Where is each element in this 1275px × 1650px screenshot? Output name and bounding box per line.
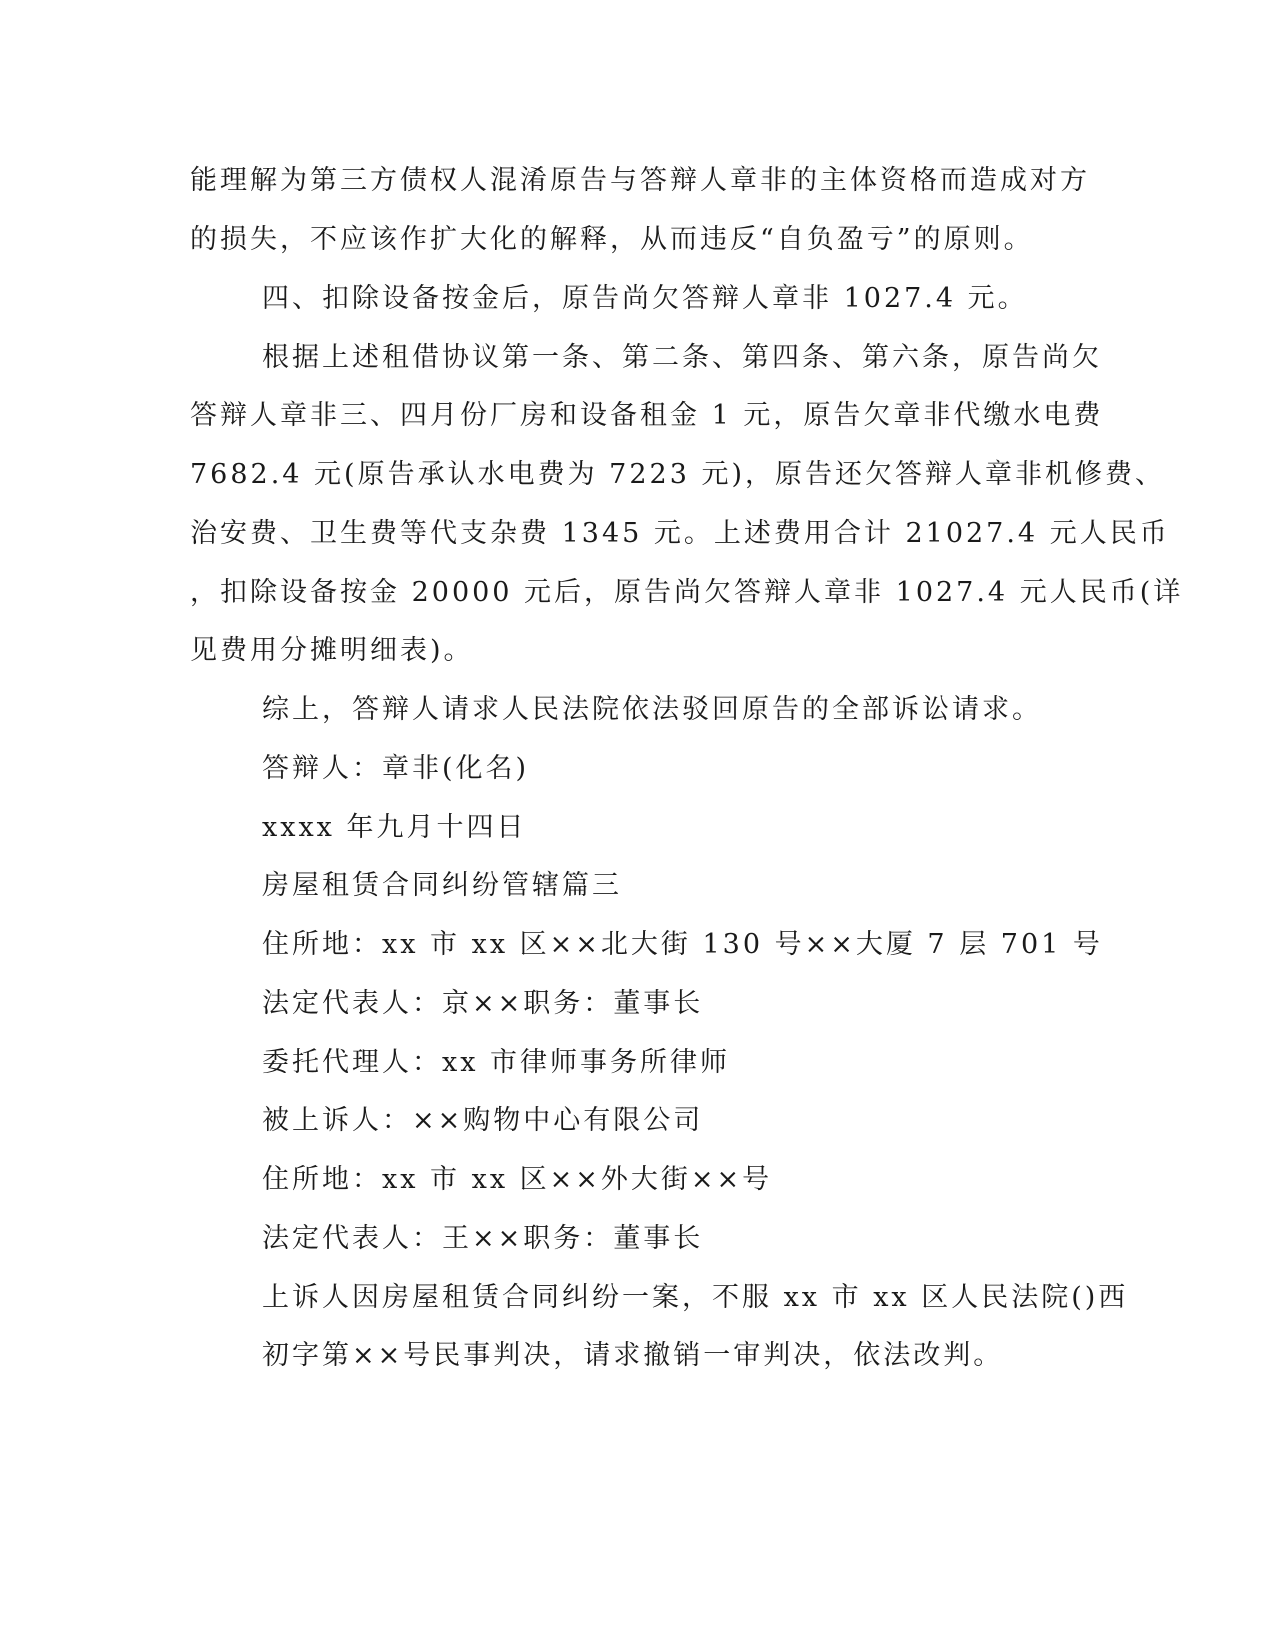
date-line: xxxx 年九月十四日 (262, 812, 527, 843)
paragraph-line: 法定代表人：京××职务：董事长 (262, 988, 704, 1019)
paragraph-line: ，扣除设备按金 20000 元后，原告尚欠答辩人章非 1027.4 元人民币(详 (190, 577, 1184, 608)
paragraph-line: 能理解为第三方债权人混淆原告与答辩人章非的主体资格而造成对方 (190, 165, 1090, 196)
paragraph-line: 四、扣除设备按金后，原告尚欠答辩人章非 1027.4 元。 (262, 283, 1028, 314)
signature-line: 答辩人：章非(化名) (262, 753, 530, 784)
paragraph-line: 法定代表人：王××职务：董事长 (262, 1223, 704, 1254)
paragraph-line: 委托代理人：xx 市律师事务所律师 (262, 1047, 731, 1078)
paragraph-line: 治安费、卫生费等代支杂费 1345 元。上述费用合计 21027.4 元人民币 (190, 518, 1170, 549)
paragraph-line: 见费用分摊明细表)。 (190, 635, 474, 666)
section-heading: 房屋租赁合同纠纷管辖篇三 (262, 870, 622, 901)
paragraph-line: 答辩人章非三、四月份厂房和设备租金 1 元，原告欠章非代缴水电费 (190, 400, 1104, 431)
paragraph-line: 被上诉人：××购物中心有限公司 (262, 1105, 704, 1136)
paragraph-line: 的损失，不应该作扩大化的解释，从而违反“自负盈亏”的原则。 (190, 224, 1034, 255)
paragraph-line: 初字第××号民事判决，请求撤销一审判决，依法改判。 (262, 1340, 1004, 1371)
paragraph-line: 综上，答辩人请求人民法院依法驳回原告的全部诉讼请求。 (262, 694, 1042, 725)
paragraph-line: 住所地：xx 市 xx 区××外大街××号 (262, 1164, 773, 1195)
paragraph-line: 住所地：xx 市 xx 区××北大街 130 号××大厦 7 层 701 号 (262, 929, 1103, 960)
paragraph-line: 上诉人因房屋租赁合同纠纷一案，不服 xx 市 xx 区人民法院()西 (262, 1282, 1129, 1313)
paragraph-line: 7682.4 元(原告承认水电费为 7223 元)，原告还欠答辩人章非机修费、 (190, 459, 1166, 490)
paragraph-line: 根据上述租借协议第一条、第二条、第四条、第六条，原告尚欠 (262, 342, 1102, 373)
